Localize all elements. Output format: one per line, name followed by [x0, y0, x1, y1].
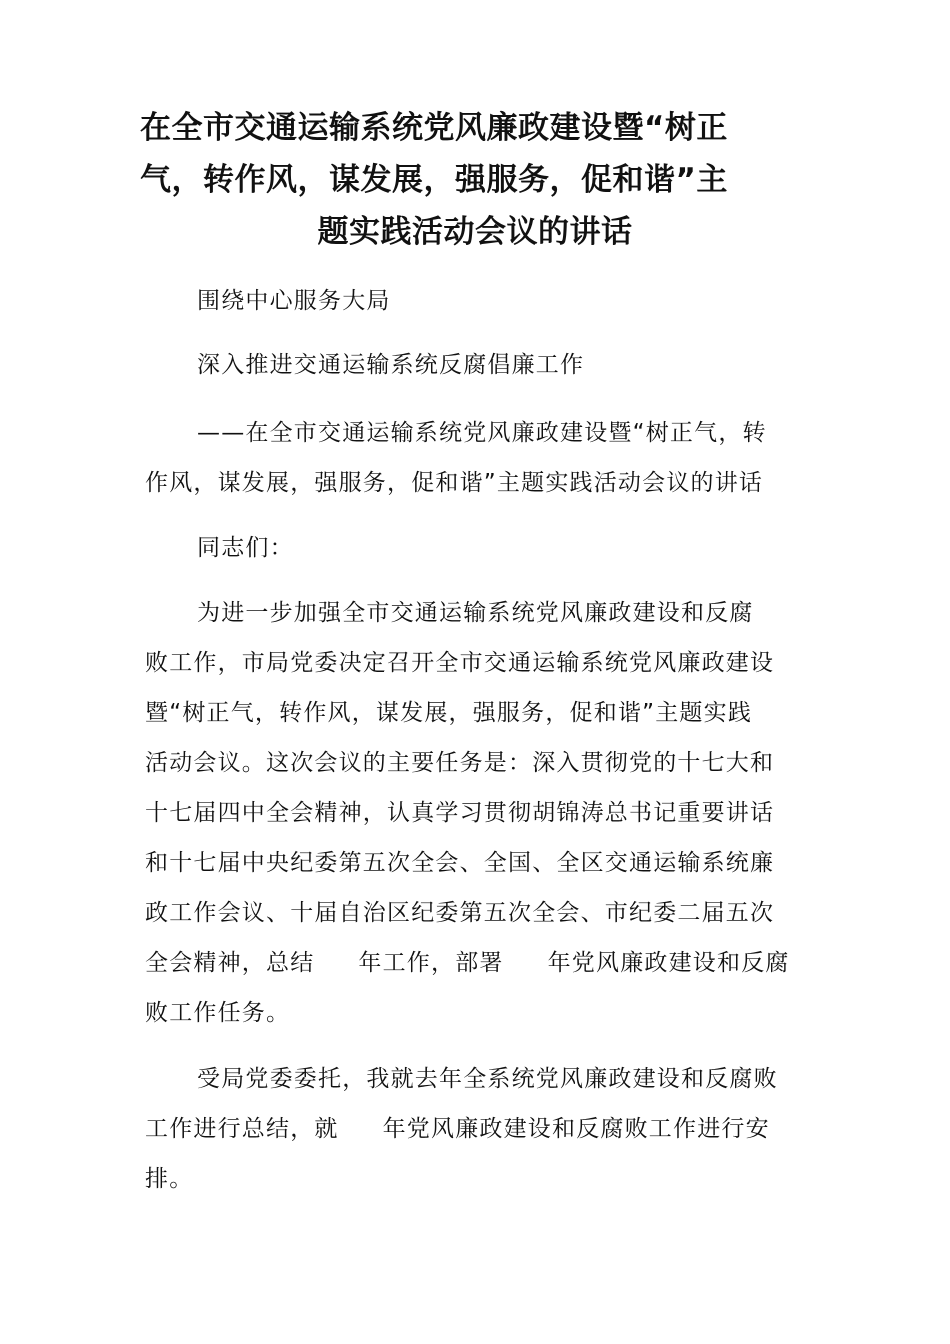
paragraph-1: 为进一步加强全市交通运输系统党风廉政建设和反腐 败工作，市局党委决定召开全市交通运输系统党风廉政建设 暨“树正气，转作风，谋发展，强服务，促和谐”主题实践 活动会议。这次会议的主要任务是：深入贯彻党的十七大和 十七届四中全会精神，认真学习贯彻胡锦涛总书记重要讲话 和十七届中央纪委第五次全会、全国、全区交通运输系统廉 政工作会议、十届自治区纪委第五次全会、市纪委二届五次 全会精神，总结 年工作，部署 年党风廉政建设和反腐 败工作任务。 [145, 600, 790, 1026]
heading-1: 围绕中心服务大局 [197, 288, 391, 314]
title-line: 气，转作风，谋发展，强服务，促和谐”主 [140, 162, 728, 198]
salutation: 同志们： [197, 535, 294, 561]
heading-2: 深入推进交通运输系统反腐倡廉工作 [197, 352, 585, 378]
document-title [140, 102, 810, 258]
paragraph-2: 受局党委委托，我就去年全系统党风廉政建设和反腐败 工作进行总结，就 年党风廉政建设和反腐败工作进行安 排。 [145, 1066, 778, 1192]
title-line: 在全市交通运输系统党风廉政建设暨“树正 [140, 110, 728, 146]
subtitle: ——在全市交通运输系统党风廉政建设暨“树正气，转 作风，谋发展，强服务，促和谐”主题实践活动会议的讲话 [145, 420, 767, 496]
title-line: 题实践活动会议的讲话 [317, 214, 633, 250]
